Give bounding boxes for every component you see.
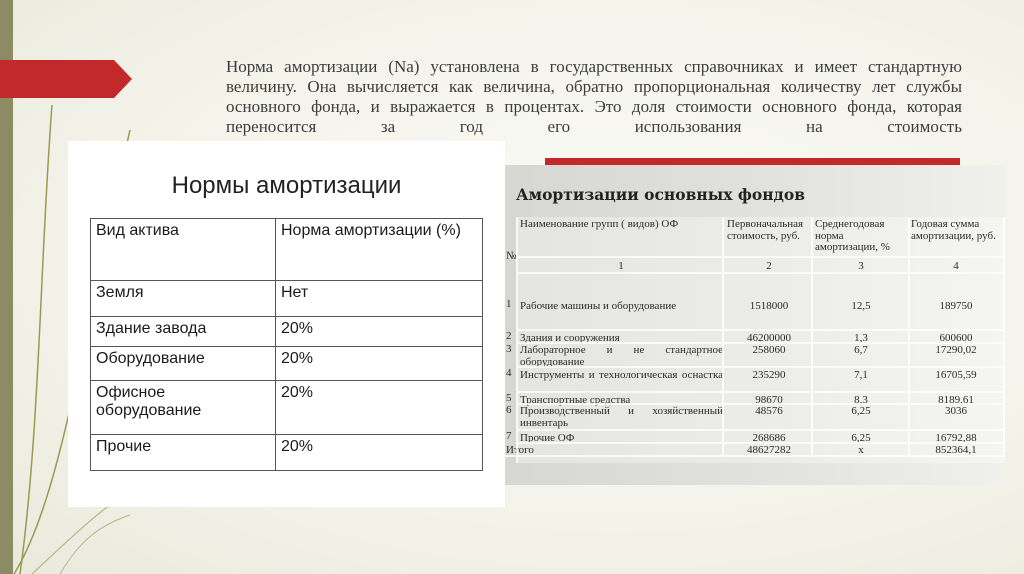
table-row-cost: 1518000: [749, 300, 789, 312]
rate-cell: 20%: [276, 435, 483, 471]
table-row-name: Транспортные средства: [520, 394, 631, 406]
col-sum-header: Годовая сумма амортизации, руб.: [911, 218, 996, 242]
table-row-number: 2: [506, 330, 512, 342]
col-number-header: №: [506, 250, 517, 262]
table-row-sum: 189750: [939, 300, 973, 312]
total-label: Итого: [506, 444, 534, 456]
table-row-number: 5: [506, 392, 512, 404]
norms-panel: [68, 141, 505, 507]
table-row-number: 6: [506, 404, 512, 416]
table-row-name: Здания и сооружения: [520, 332, 620, 344]
asset-cell: Прочие: [91, 435, 276, 471]
col-rate-header: Среднегодовая норма амортизации, %: [815, 218, 890, 253]
table-row-rate: 6,7: [854, 344, 868, 356]
table-row-cost: 235290: [752, 369, 786, 381]
right-table-gridlines: [503, 165, 1005, 485]
table-row-rate: 7,1: [854, 369, 868, 381]
table-row-cost: 258060: [752, 344, 786, 356]
intro-paragraph: Норма амортизации (Na) установлена в государственных справочниках и имеет стандартную величину. Она вычисляется как величина, обратно пропорциональная количеству лет службы основного фонда, и выражается в процентах. Это доля стоимости основного фонда, которая переносится за год его использования на стоимость: [226, 57, 962, 136]
depreciation-table-image: [503, 165, 1005, 485]
table-row-cost: 48576: [755, 405, 783, 417]
rate-cell: Нет: [276, 281, 483, 317]
table-row-rate: 8,3: [854, 394, 868, 406]
table-row-number: 1: [506, 298, 512, 310]
col-index-1: 1: [618, 260, 624, 272]
table-header-row: [91, 219, 483, 281]
table-row-number: 3: [506, 343, 512, 355]
table-row-number: 4: [506, 367, 512, 379]
col-cost-header: Первоначальная стоимость, руб.: [727, 218, 804, 242]
norms-title: Нормы амортизации: [171, 172, 402, 199]
asset-cell: Земля: [91, 281, 276, 317]
table-row-rate: 6,25: [851, 432, 871, 444]
table-row-sum: 17290,02: [935, 344, 977, 356]
table-row: [91, 317, 483, 347]
total-rate: x: [858, 444, 864, 456]
table-row-name: Инструменты и технологическая оснастка: [520, 369, 723, 381]
header-rate: Норма амортизации (%): [276, 219, 483, 281]
header-asset-type: Вид актива: [91, 219, 276, 281]
table-row: [91, 281, 483, 317]
asset-cell: Оборудование: [91, 347, 276, 381]
col-name-header: Наименование групп ( видов) ОФ: [520, 218, 679, 230]
table-row: [91, 381, 483, 435]
table-row: [91, 435, 483, 471]
asset-cell: Офисное оборудование: [91, 381, 276, 435]
table-row-rate: 12,5: [851, 300, 871, 312]
col-index-2: 2: [766, 260, 772, 272]
table-row-number: 7: [506, 430, 512, 442]
table-row-sum: 16705,59: [935, 369, 977, 381]
rate-cell: 20%: [276, 317, 483, 347]
asset-cell: Здание завода: [91, 317, 276, 347]
table-row-name: Производственный и хозяйственный инвентарь: [520, 405, 723, 429]
total-cost: 48627282: [747, 444, 791, 456]
table-row-cost: 46200000: [747, 332, 791, 344]
table-row-rate: 1,3: [854, 332, 868, 344]
norms-table: [90, 218, 483, 471]
table-row-cost: 268686: [752, 432, 786, 444]
table-row-sum: 600600: [939, 332, 973, 344]
table-row-cost: 98670: [755, 394, 783, 406]
red-arrow-tab: [0, 60, 132, 98]
table-row-name: Рабочие машины и оборудование: [520, 300, 677, 312]
table-row-name: Прочие ОФ: [520, 432, 575, 444]
right-table-title: Амортизации основных фондов: [516, 185, 805, 204]
col-index-3: 3: [858, 260, 864, 272]
table-row-sum: 8189,61: [938, 394, 974, 406]
table-row-sum: 3036: [945, 405, 967, 417]
table-row-rate: 6,25: [851, 405, 871, 417]
rate-cell: 20%: [276, 381, 483, 435]
total-sum: 852364,1: [935, 444, 977, 456]
table-row-name: Лабораторное и не стандартное оборудование: [520, 344, 723, 368]
col-index-4: 4: [953, 260, 959, 272]
rate-cell: 20%: [276, 347, 483, 381]
table-row-sum: 16792,88: [935, 432, 977, 444]
table-row: [91, 347, 483, 381]
